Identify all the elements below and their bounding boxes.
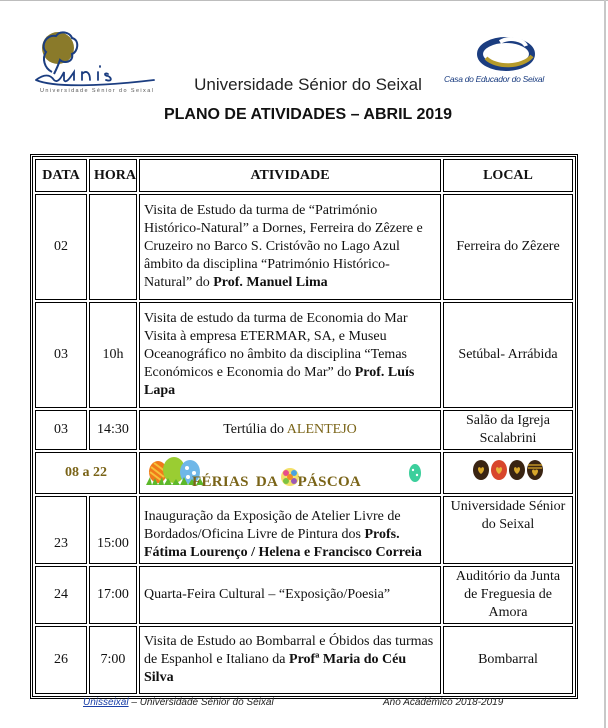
- table-row: [35, 194, 573, 300]
- professor-name: Prof. Luís Lapa: [144, 365, 415, 398]
- professor-name: Prof. Manuel Lima: [213, 275, 328, 290]
- cell-data: 26: [35, 626, 87, 694]
- cell-hora: [89, 194, 137, 300]
- activity-text: Visita de Estudo ao Bombarral e Óbidos das turmas de Espanhol e Italiano da: [144, 634, 434, 667]
- chocolate-eggs: [443, 452, 573, 494]
- col-header-data: DATA: [35, 159, 87, 192]
- cell-data: 03: [35, 302, 87, 408]
- cell-hora: 14:30: [89, 410, 137, 450]
- table-row: [35, 626, 573, 694]
- activity-text: Visita de estudo da turma de Economia do Mar Visita à empresa ETERMAR, SA, e Museu Oceanográfico no âmbito da disciplina “Temas Económicos e Economia do Mar” do: [144, 311, 408, 380]
- chocolate-eggs-icon: [472, 459, 544, 481]
- table-row: [35, 410, 573, 450]
- cell-local: Universidade Sénior do Seixal: [443, 496, 573, 564]
- activity-text: Visita de Estudo da turma de “Património Histórico-Natural” a Dornes, Ferreira do Zêzere e Cruzeiro no Barco S. Cristóvão no Lago Azul âmbito da disciplina “Património Histórico-Natural” do: [144, 203, 423, 290]
- table-row: [35, 302, 573, 408]
- cell-hora: 17:00: [89, 566, 137, 624]
- activity-text: Inauguração da Exposição de Atelier Livre de Bordados/Oficina Livre de Pintura dos: [144, 509, 401, 542]
- cell-atividade: [139, 410, 441, 450]
- holiday-dates: 08 a 22: [35, 452, 137, 494]
- cell-data: 24: [35, 566, 87, 624]
- cell-atividade: [139, 302, 441, 408]
- holiday-word-da: DA: [255, 474, 279, 490]
- table-row: [35, 566, 573, 624]
- swoosh-logo-icon: [440, 32, 570, 74]
- cell-atividade: [139, 496, 441, 564]
- activities-table: [30, 154, 578, 699]
- cell-atividade: [139, 194, 441, 300]
- footer-left: [83, 697, 274, 708]
- col-header-hora: HORA: [89, 159, 137, 192]
- holiday-title: [192, 467, 361, 492]
- table-row: [35, 496, 573, 564]
- flower-egg-icon: [280, 467, 300, 487]
- col-header-atividade: ATIVIDADE: [139, 159, 441, 192]
- page-top-border: [0, 0, 608, 1]
- cell-local: Salão da Igreja Scalabrini: [443, 410, 573, 450]
- cell-hora: 10h: [89, 302, 137, 408]
- cell-atividade: Quarta-Feira Cultural – “Exposição/Poesia”: [139, 566, 441, 624]
- academic-year: Ano Académico 2018-2019: [383, 697, 504, 708]
- university-name: Universidade Sénior do Seixal: [194, 75, 422, 94]
- cell-hora: 15:00: [89, 496, 137, 564]
- unisseixal-link[interactable]: Unisseixal: [83, 697, 129, 708]
- cell-data: 02: [35, 194, 87, 300]
- holiday-word-pascoa: PÁSCOA: [297, 474, 362, 490]
- activity-highlight: ALENTEJO: [286, 422, 357, 437]
- table-header-row: [35, 159, 573, 192]
- footer-org-name: – Universidade Sénior do Seixal: [128, 697, 274, 708]
- cell-atividade: [139, 626, 441, 694]
- cell-data: 23: [35, 496, 87, 564]
- professor-name: Profs. Fátima Lourenço / Helena e Francisco Correia: [144, 527, 422, 560]
- logo-tagline: Universidade Sénior do Seixal: [40, 88, 155, 94]
- holiday-banner: [139, 452, 441, 494]
- cell-local: Auditório da Junta de Freguesia de Amora: [443, 566, 573, 624]
- col-header-local: LOCAL: [443, 159, 573, 192]
- holiday-word-ferias: FÉRIAS: [192, 474, 249, 490]
- cell-local: Bombarral: [443, 626, 573, 694]
- cell-data: 03: [35, 410, 87, 450]
- logo-caption: Casa do Educador do Seixal: [444, 74, 544, 84]
- holiday-row: [35, 452, 573, 494]
- cell-hora: 7:00: [89, 626, 137, 694]
- professor-name: Profª Maria do Céu Silva: [144, 652, 407, 685]
- activity-text: Tertúlia do: [223, 422, 287, 437]
- cell-local: Ferreira do Zêzere: [443, 194, 573, 300]
- plan-title: PLANO DE ATIVIDADES – ABRIL 2019: [163, 106, 453, 123]
- green-egg-icon: [408, 463, 422, 483]
- cell-local: Setúbal- Arrábida: [443, 302, 573, 408]
